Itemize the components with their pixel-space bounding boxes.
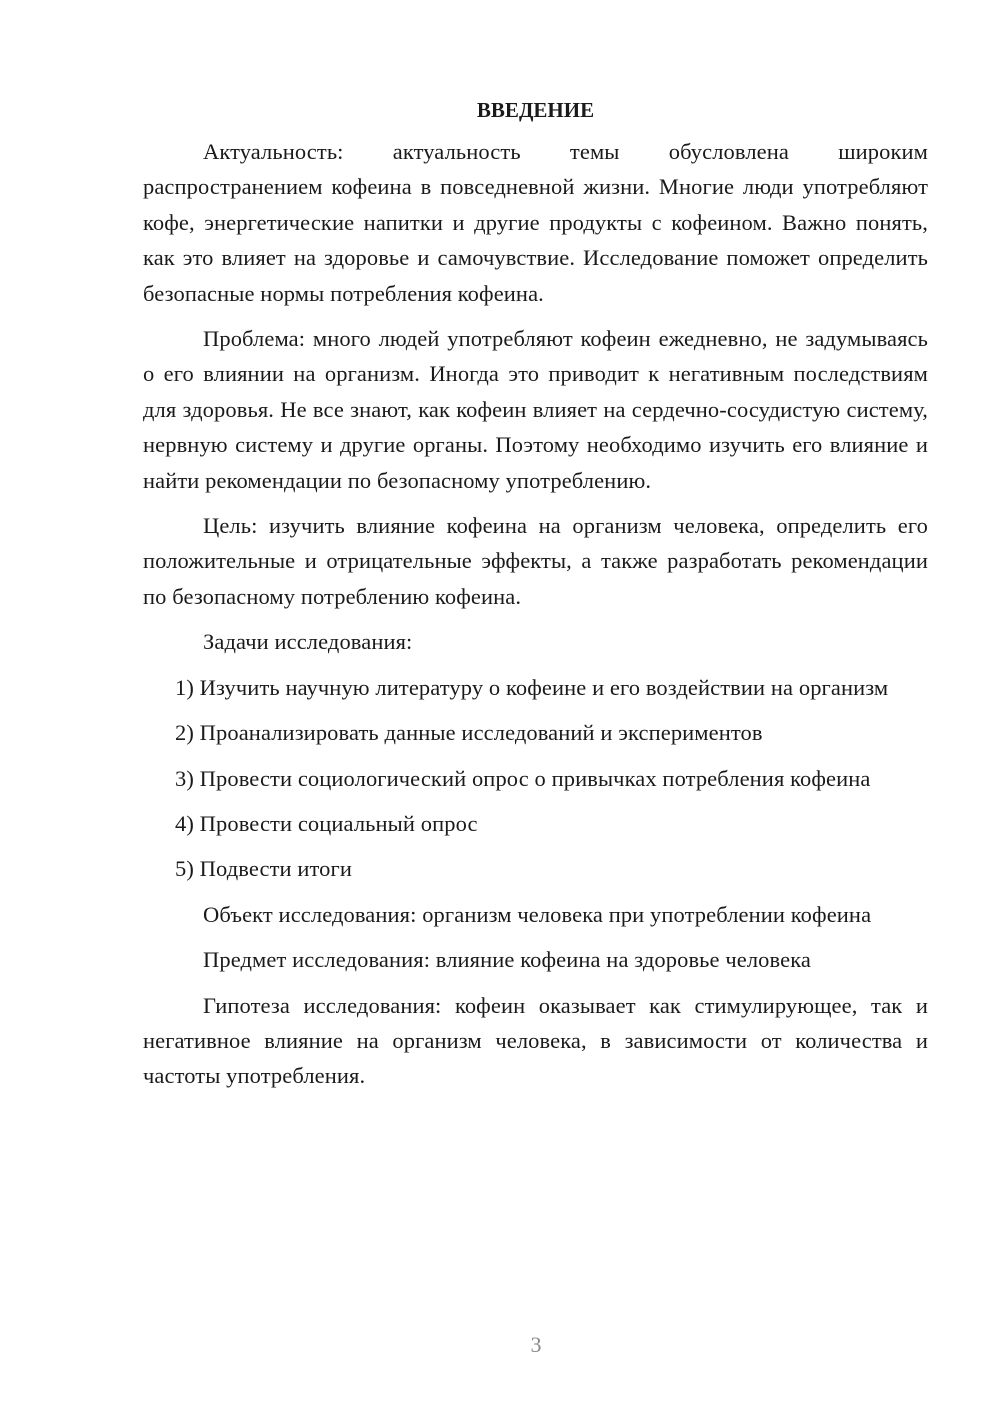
problem-paragraph: Проблема: много людей употребляют кофеин ежедневно, не задумываясь о его влиянии на организм. Иногда это приводит к негативным последствиям для здоровья. Не все знают, как кофеин влияет на сердечно-сосудистую систему, нервную систему и другие органы. Поэтому необходимо изучить его влияние и найти рекомендации по безопасному употреблению.: [143, 326, 928, 493]
task-item-5: 5) Подвести итоги: [175, 856, 352, 882]
subject-paragraph: Предмет исследования: влияние кофеина на здоровье человека: [203, 947, 811, 973]
task-item-4: 4) Провести социальный опрос: [175, 810, 478, 836]
task-item-1: 1) Изучить научную литературу о кофеине и его воздействии на организм: [175, 674, 889, 700]
hypothesis-paragraph: Гипотеза исследования: кофеин оказывает как стимулирующее, так и негативное влияние на организм человека, в зависимости от количества и частоты употребления.: [143, 992, 928, 1089]
object-paragraph: Объект исследования: организм человека при употреблении кофеина: [203, 901, 872, 927]
tasks-heading: Задачи исследования:: [203, 629, 413, 655]
section-title: ВВЕДЕНИЕ: [476, 98, 595, 122]
task-item-2: 2) Проанализировать данные исследований и экспериментов: [175, 720, 763, 746]
page-number: 3: [530, 1332, 542, 1357]
page-content: [143, 93, 928, 1104]
relevance-paragraph: Актуальность: актуальность темы обусловлена широким распространением кофеина в повседневной жизни. Многие люди употребляют кофе, энергетические напитки и другие продукты с кофеином. Важно понять, как это влияет на здоровье и самочувствие. Исследование поможет определить безопасные нормы потребления кофеина.: [143, 139, 928, 306]
task-item-3: 3) Провести социологический опрос о привычках потребления кофеина: [175, 765, 871, 791]
goal-paragraph: Цель: изучить влияние кофеина на организм человека, определить его положительные и отрицательные эффекты, а также разработать рекомендации по безопасному потреблению кофеина.: [143, 513, 928, 609]
